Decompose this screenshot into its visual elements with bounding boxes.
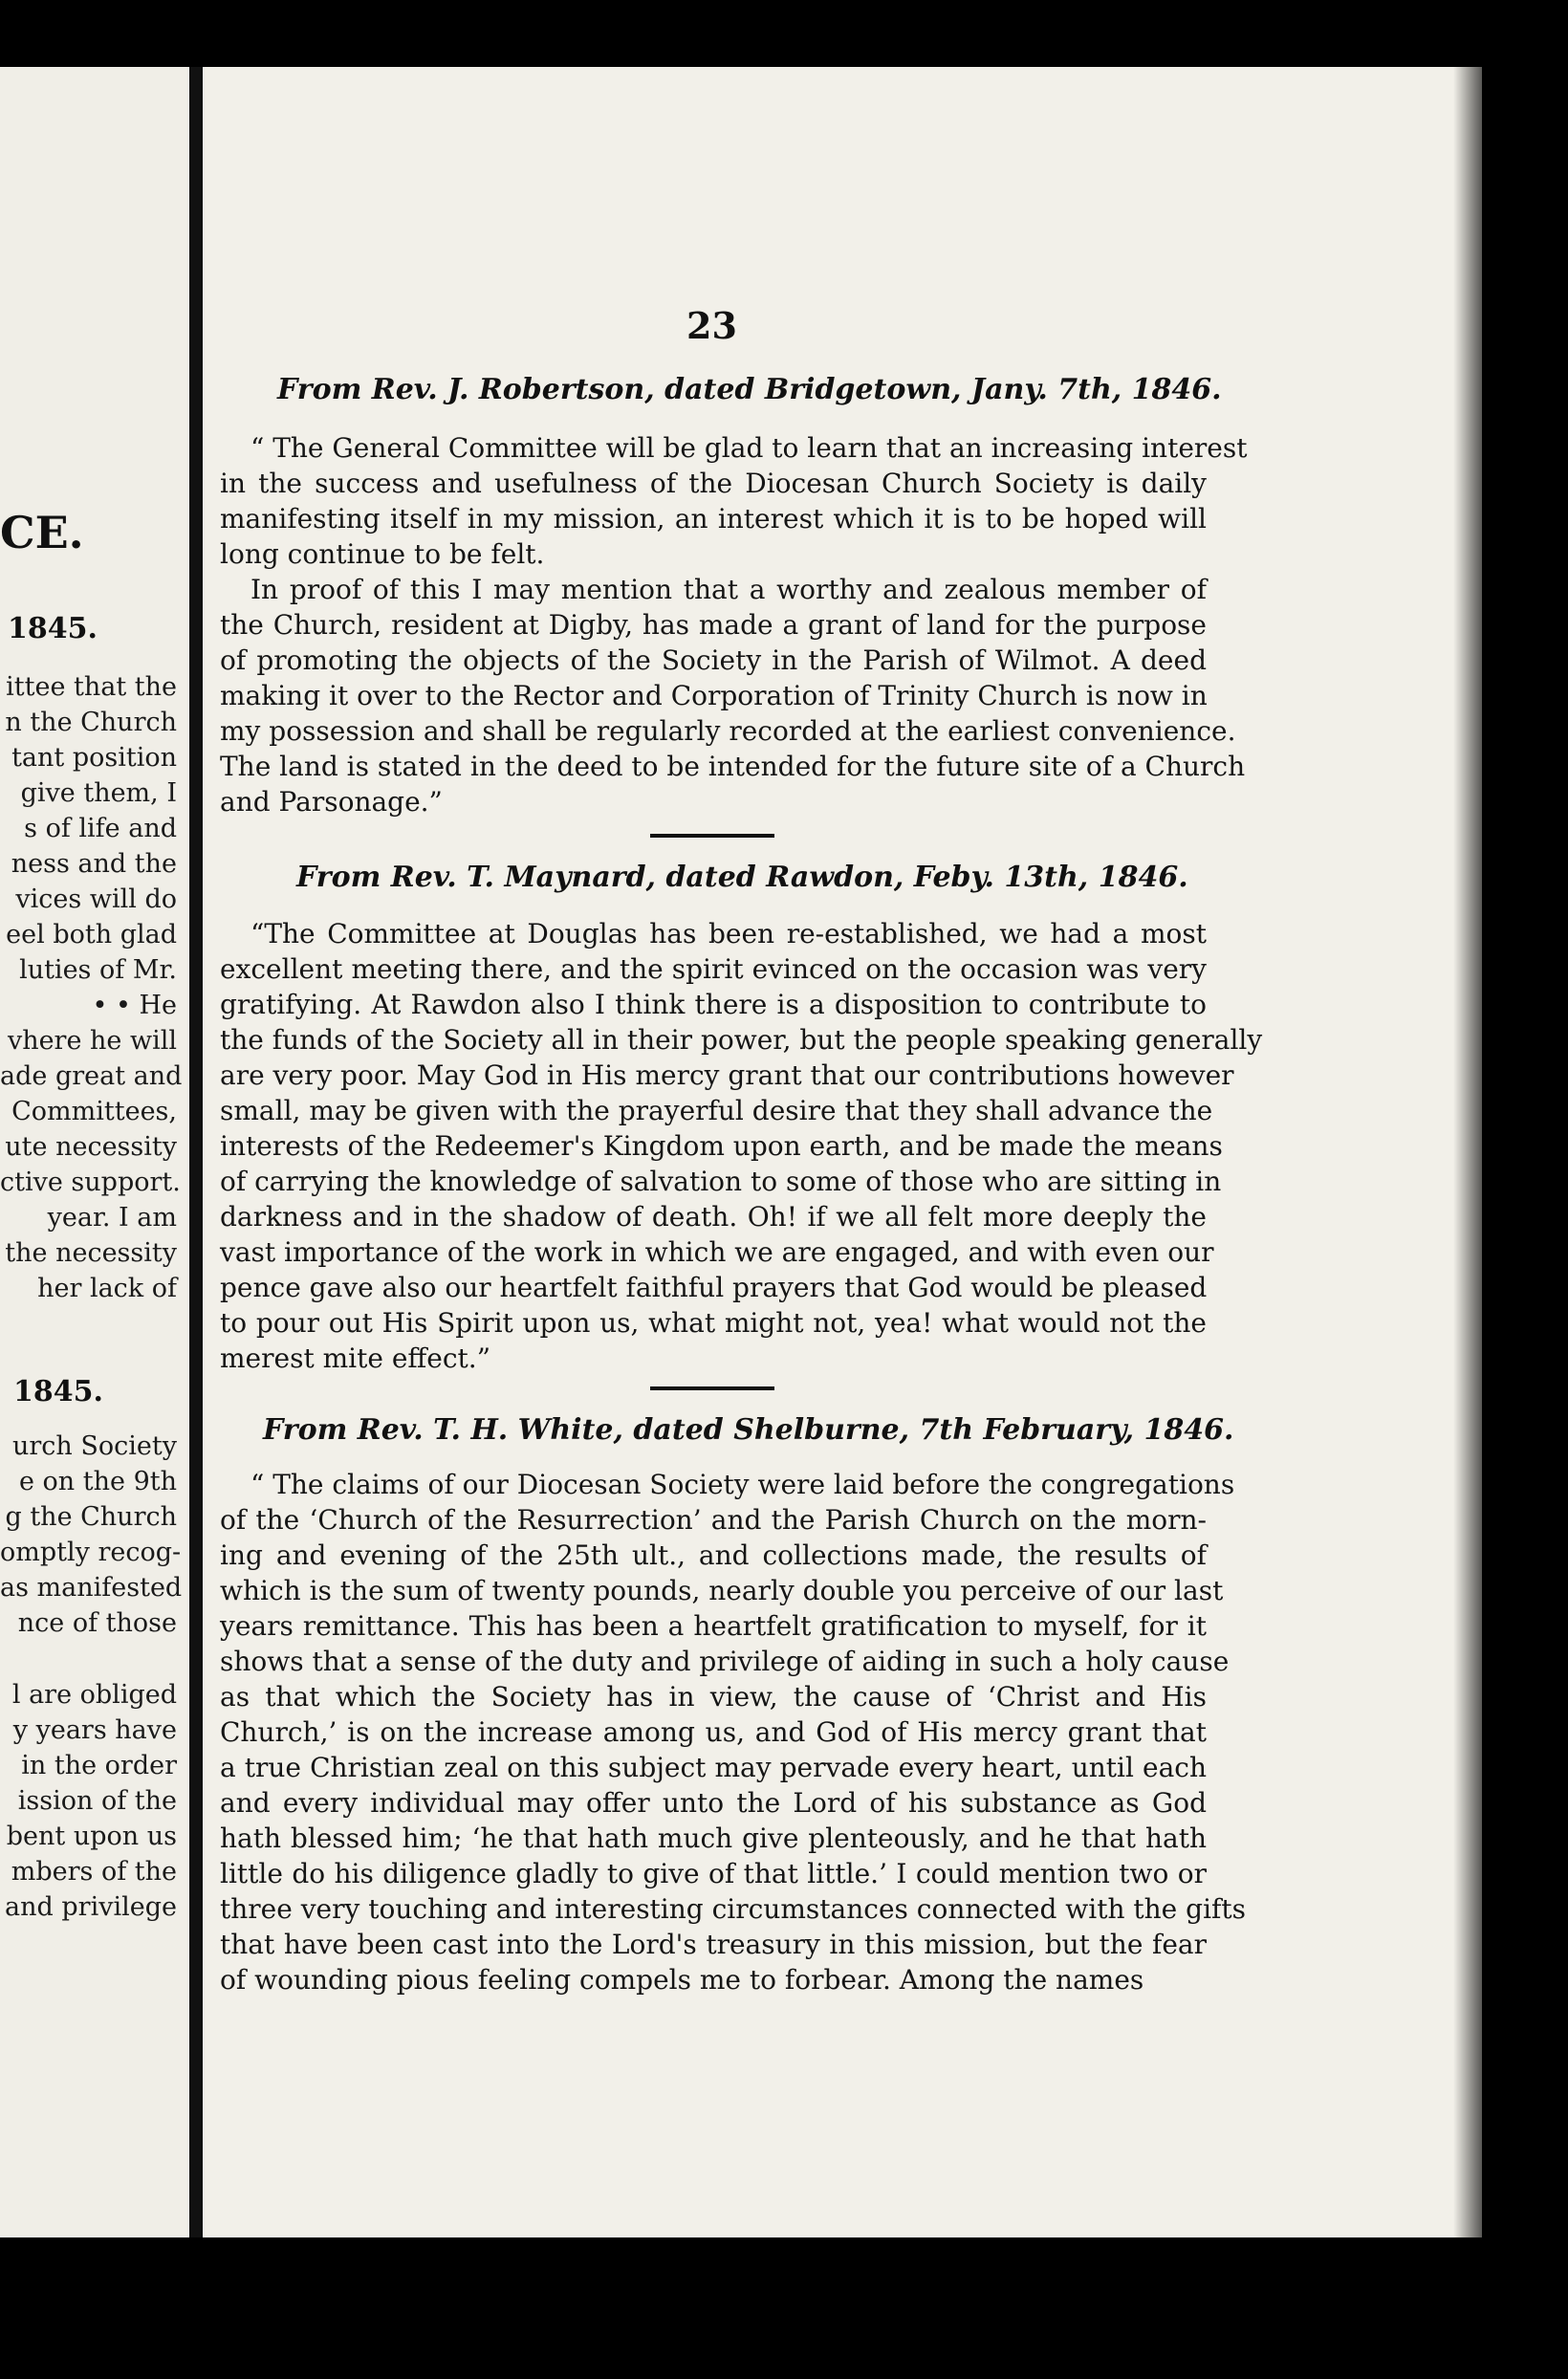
- left-lines-3: [0, 1677, 177, 1925]
- text-line: interests of the Redeemer's Kingdom upon earth, and be made the means: [220, 1130, 1223, 1162]
- left-fragment-line: Committees,: [11, 1097, 177, 1126]
- text-line: a true Christian zeal on this subject may pervade every heart, until each: [220, 1752, 1207, 1783]
- left-fragment-line: year. I am: [47, 1203, 177, 1233]
- section-1-paragraph-1: [220, 430, 1248, 572]
- text-line: “The Committee at Douglas has been re-established, we had a most: [250, 918, 1207, 949]
- left-fragment-line: ute necessity: [5, 1132, 177, 1162]
- left-fragment-line: e on the 9th: [18, 1467, 177, 1496]
- left-fragment-line: • • He: [92, 991, 177, 1020]
- text-line: the funds of the Society all in their power, but the people speaking generally: [220, 1024, 1263, 1056]
- left-heading: CE.: [0, 507, 84, 558]
- left-fragment-line: n the Church: [5, 708, 177, 737]
- left-fragment-line: bent upon us: [6, 1822, 177, 1851]
- text-line: “ The General Committee will be glad to learn that an increasing interest: [250, 432, 1248, 464]
- left-fragment-line: l are obliged: [11, 1680, 177, 1710]
- section-1-paragraph-2: [220, 572, 1246, 819]
- left-fragment-line: vhere he will: [7, 1026, 177, 1056]
- left-lines-2: [0, 1429, 183, 1641]
- section-heading-3: From Rev. T. H. White, dated Shelburne, 7th February, 1846.: [263, 1413, 1234, 1447]
- section-divider: [650, 1386, 774, 1390]
- text-line: gratifying. At Rawdon also I think there is a disposition to contribute to: [220, 989, 1207, 1020]
- text-line: in the success and usefulness of the Diocesan Church Society is daily: [220, 468, 1207, 499]
- left-fragment-line: ctive support.: [0, 1168, 181, 1197]
- left-fragment-line: ittee that the: [6, 672, 177, 702]
- text-line: excellent meeting there, and the spirit evinced on the occasion was very: [220, 953, 1207, 985]
- section-heading-2: From Rev. T. Maynard, dated Rawdon, Feby. 13th, 1846.: [296, 861, 1188, 894]
- text-line: hath blessed him; ‘he that hath much give plenteously, and he that hath: [220, 1822, 1207, 1854]
- left-fragment-line: g the Church: [5, 1502, 177, 1532]
- left-fragment-line: as manifested: [0, 1573, 183, 1603]
- left-fragment-line: and privilege: [5, 1892, 177, 1922]
- text-line: darkness and in the shadow of death. Oh! if we all felt more deeply the: [220, 1201, 1207, 1233]
- text-line: ing and evening of the 25th ult., and collections made, the results of: [220, 1539, 1207, 1571]
- text-line: three very touching and interesting circumstances connected with the gifts: [220, 1893, 1247, 1925]
- left-fragment-line: the necessity: [5, 1238, 177, 1268]
- page-gutter: [189, 67, 203, 2237]
- left-fragment-line: ission of the: [17, 1786, 177, 1816]
- text-line: pence gave also our heartfelt faithful prayers that God would be pleased: [220, 1272, 1208, 1303]
- page-number: 23: [686, 304, 737, 347]
- text-line: as that which the Society has in view, the cause of ‘Christ and His: [220, 1681, 1207, 1713]
- left-fragment-line: vices will do: [15, 884, 177, 914]
- left-fragment-line: her lack of: [37, 1274, 177, 1303]
- page-edge-shadow: [1453, 67, 1492, 2237]
- section-heading-1: From Rev. J. Robertson, dated Bridgetown, Jany. 7th, 1846.: [277, 373, 1222, 406]
- text-line: The land is stated in the deed to be intended for the future site of a Church: [220, 751, 1246, 782]
- left-lines-1: [0, 669, 183, 1306]
- text-line: of carrying the knowledge of salvation to some of those who are sitting in: [220, 1166, 1222, 1197]
- text-line: long continue to be felt.: [220, 538, 545, 570]
- text-line: manifesting itself in my mission, an interest which it is to be hoped will: [220, 503, 1207, 535]
- left-fragment-line: give them, I: [20, 778, 177, 808]
- left-fragment-line: tant position: [11, 743, 177, 773]
- text-line: and Parsonage.”: [220, 786, 443, 818]
- left-fragment-line: omptly recog-: [0, 1538, 182, 1567]
- left-fragment-line: ness and the: [11, 849, 177, 879]
- left-fragment-line: mbers of the: [11, 1857, 177, 1887]
- text-line: making it over to the Rector and Corporation of Trinity Church is now in: [220, 680, 1208, 711]
- text-line: my possession and shall be regularly recorded at the earliest convenience.: [220, 715, 1236, 747]
- text-line: of wounding pious feeling compels me to forbear. Among the names: [220, 1964, 1144, 1996]
- section-2-paragraph-1: [220, 916, 1263, 1376]
- text-line: In proof of this I may mention that a worthy and zealous member of: [250, 574, 1207, 605]
- left-fragment-line: ade great and: [0, 1061, 183, 1091]
- text-line: of promoting the objects of the Society in the Parish of Wilmot. A deed: [220, 644, 1207, 676]
- text-line: are very poor. May God in His mercy grant that our contributions however: [220, 1059, 1234, 1091]
- left-fragment-line: luties of Mr.: [19, 955, 177, 985]
- text-line: Church,’ is on the increase among us, and God of His mercy grant that: [220, 1716, 1207, 1748]
- left-fragment-line: y years have: [12, 1715, 177, 1745]
- section-divider: [650, 834, 774, 838]
- left-fragment-line: in the order: [21, 1751, 177, 1780]
- text-line: merest mite effect.”: [220, 1342, 491, 1374]
- text-line: “ The claims of our Diocesan Society were laid before the congregations: [250, 1469, 1235, 1500]
- section-3-paragraph-1: [220, 1467, 1247, 1997]
- text-line: the Church, resident at Digby, has made a grant of land for the purpose: [220, 609, 1207, 641]
- text-line: little do his diligence gladly to give of that little.’ I could mention two or: [220, 1858, 1207, 1889]
- text-line: years remittance. This has been a heartfelt gratification to myself, for it: [220, 1610, 1207, 1642]
- text-line: and every individual may offer unto the Lord of his substance as God: [220, 1787, 1207, 1819]
- left-fragment-line: nce of those: [17, 1608, 177, 1638]
- text-line: shows that a sense of the duty and privilege of aiding in such a holy cause: [220, 1646, 1230, 1677]
- left-fragment-line: urch Society: [12, 1431, 177, 1461]
- left-fragment-line: s of life and: [24, 814, 177, 843]
- text-line: that have been cast into the Lord's treasury in this mission, but the fear: [220, 1929, 1207, 1960]
- text-line: small, may be given with the prayerful desire that they shall advance the: [220, 1095, 1213, 1126]
- left-year-2: 1845.: [13, 1375, 103, 1408]
- text-line: of the ‘Church of the Resurrection’ and the Parish Church on the morn-: [220, 1504, 1207, 1536]
- left-year-1: 1845.: [8, 612, 98, 645]
- left-fragment-line: eel both glad: [6, 920, 177, 949]
- text-line: vast importance of the work in which we are engaged, and with even our: [220, 1236, 1214, 1268]
- text-line: to pour out His Spirit upon us, what might not, yea! what would not the: [220, 1307, 1207, 1339]
- text-line: which is the sum of twenty pounds, nearly double you perceive of our last: [220, 1575, 1224, 1606]
